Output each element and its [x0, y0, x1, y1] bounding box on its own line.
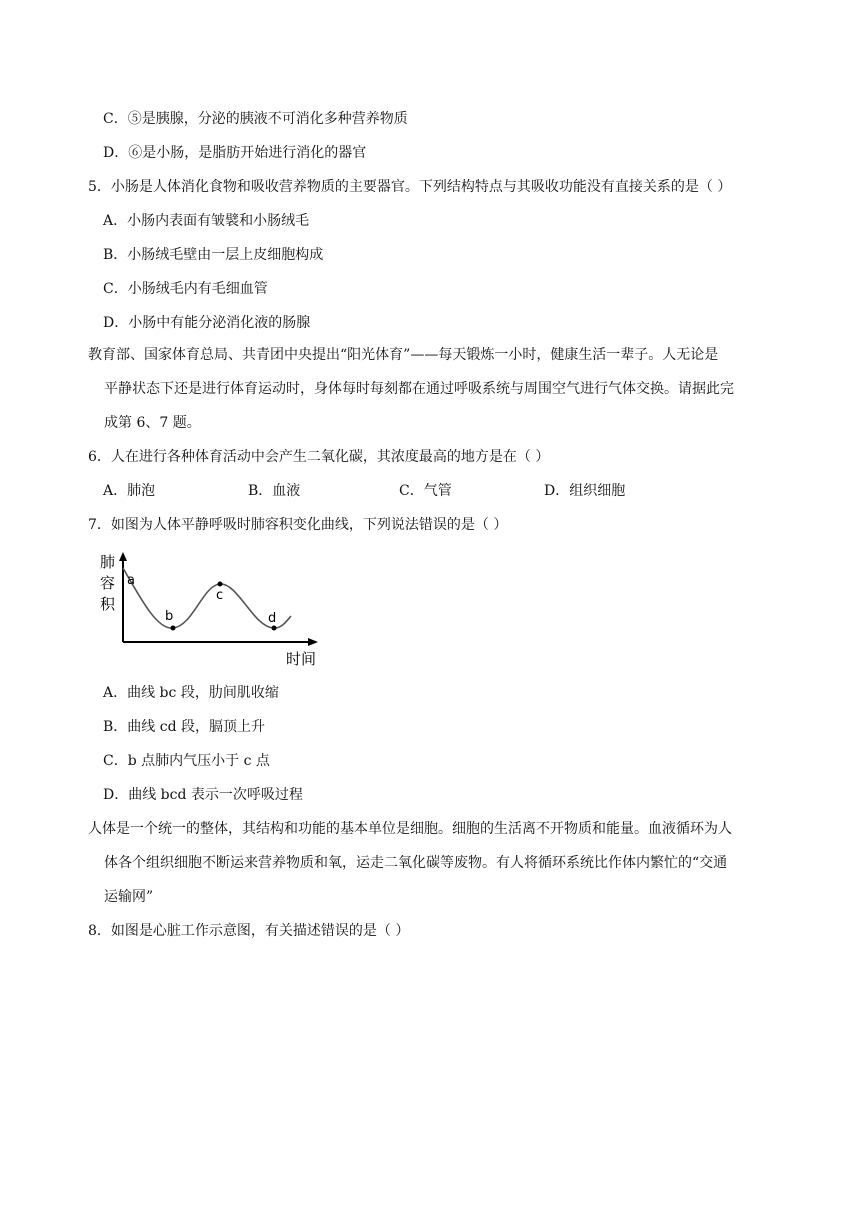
q6-options — [103, 481, 743, 501]
q6-option-b: B．血液 — [248, 483, 301, 499]
passage1-line2: 平静状态下还是进行体育运动时，身体每时每刻都在通过呼吸系统与周围空气进行气体交换。请据此完 — [104, 381, 734, 397]
q4-option-d: D．⑥是小肠，是脂肪开始进行消化的器官 — [103, 145, 367, 161]
ylabel-char-1: 肺 — [100, 553, 116, 571]
q5-option-b: B．小肠绒毛壁由一层上皮细胞构成 — [103, 247, 324, 263]
lung-volume-curve — [123, 568, 291, 628]
xlabel: 时间 — [286, 650, 317, 668]
point-b-dot — [171, 626, 176, 631]
passage1-line3: 成第 6、7 题。 — [104, 415, 201, 431]
q5-option-a: A．小肠内表面有皱襞和小肠绒毛 — [103, 213, 310, 229]
point-c-label: c — [216, 588, 224, 603]
q8-stem: 8．如图是心脏工作示意图，有关描述错误的是（ ） — [88, 923, 410, 939]
q5-option-d: D．小肠中有能分泌消化液的肠腺 — [103, 315, 311, 331]
lung-volume-figure — [98, 548, 328, 672]
q6-option-c: C．气管 — [399, 483, 452, 499]
q6-stem: 6．人在进行各种体育活动中会产生二氧化碳，其浓度最高的地方是在（ ） — [88, 449, 550, 465]
x-axis-arrow — [308, 638, 318, 646]
ylabel-char-3: 积 — [100, 595, 116, 613]
q6-option-d: D．组织细胞 — [544, 483, 626, 499]
q7-option-d: D．曲线 bcd 表示一次呼吸过程 — [103, 787, 303, 803]
point-b-label: b — [165, 609, 174, 624]
point-c-dot — [218, 582, 223, 587]
point-a-label: a — [127, 573, 135, 588]
passage2-line2: 体各个组织细胞不断运来营养物质和氧，运走二氧化碳等废物。有人将循环系统比作体内繁忙的“交通 — [104, 855, 728, 871]
q5-option-c: C．小肠绒毛内有毛细血管 — [103, 281, 268, 297]
passage1-line1: 教育部、国家体育总局、共青团中央提出“阳光体育”——每天锻炼一小时，健康生活一辈子。人无论是 — [88, 347, 719, 363]
ylabel-char-2: 容 — [100, 574, 116, 592]
q7-option-c: C．b 点肺内气压小于 c 点 — [103, 753, 270, 769]
passage2-line3: 运输网” — [104, 889, 154, 905]
passage2-line1: 人体是一个统一的整体，其结构和功能的基本单位是细胞。细胞的生活离不开物质和能量。血液循环为人 — [88, 821, 732, 837]
q7-option-a: A．曲线 bc 段，肋间肌收缩 — [103, 685, 279, 701]
q4-option-c: C．⑤是胰腺，分泌的胰液不可消化多种营养物质 — [103, 111, 408, 127]
point-d-dot — [272, 626, 277, 631]
point-d-label: d — [268, 611, 277, 626]
q6-option-a: A．肺泡 — [103, 483, 156, 499]
y-axis-arrow — [119, 552, 127, 561]
q7-stem: 7．如图为人体平静呼吸时肺容积变化曲线，下列说法错误的是（ ） — [88, 517, 508, 533]
q5-stem: 5．小肠是人体消化食物和吸收营养物质的主要器官。下列结构特点与其吸收功能没有直接关系的是（ ） — [88, 179, 732, 195]
q7-option-b: B．曲线 cd 段，膈顶上升 — [103, 719, 265, 735]
